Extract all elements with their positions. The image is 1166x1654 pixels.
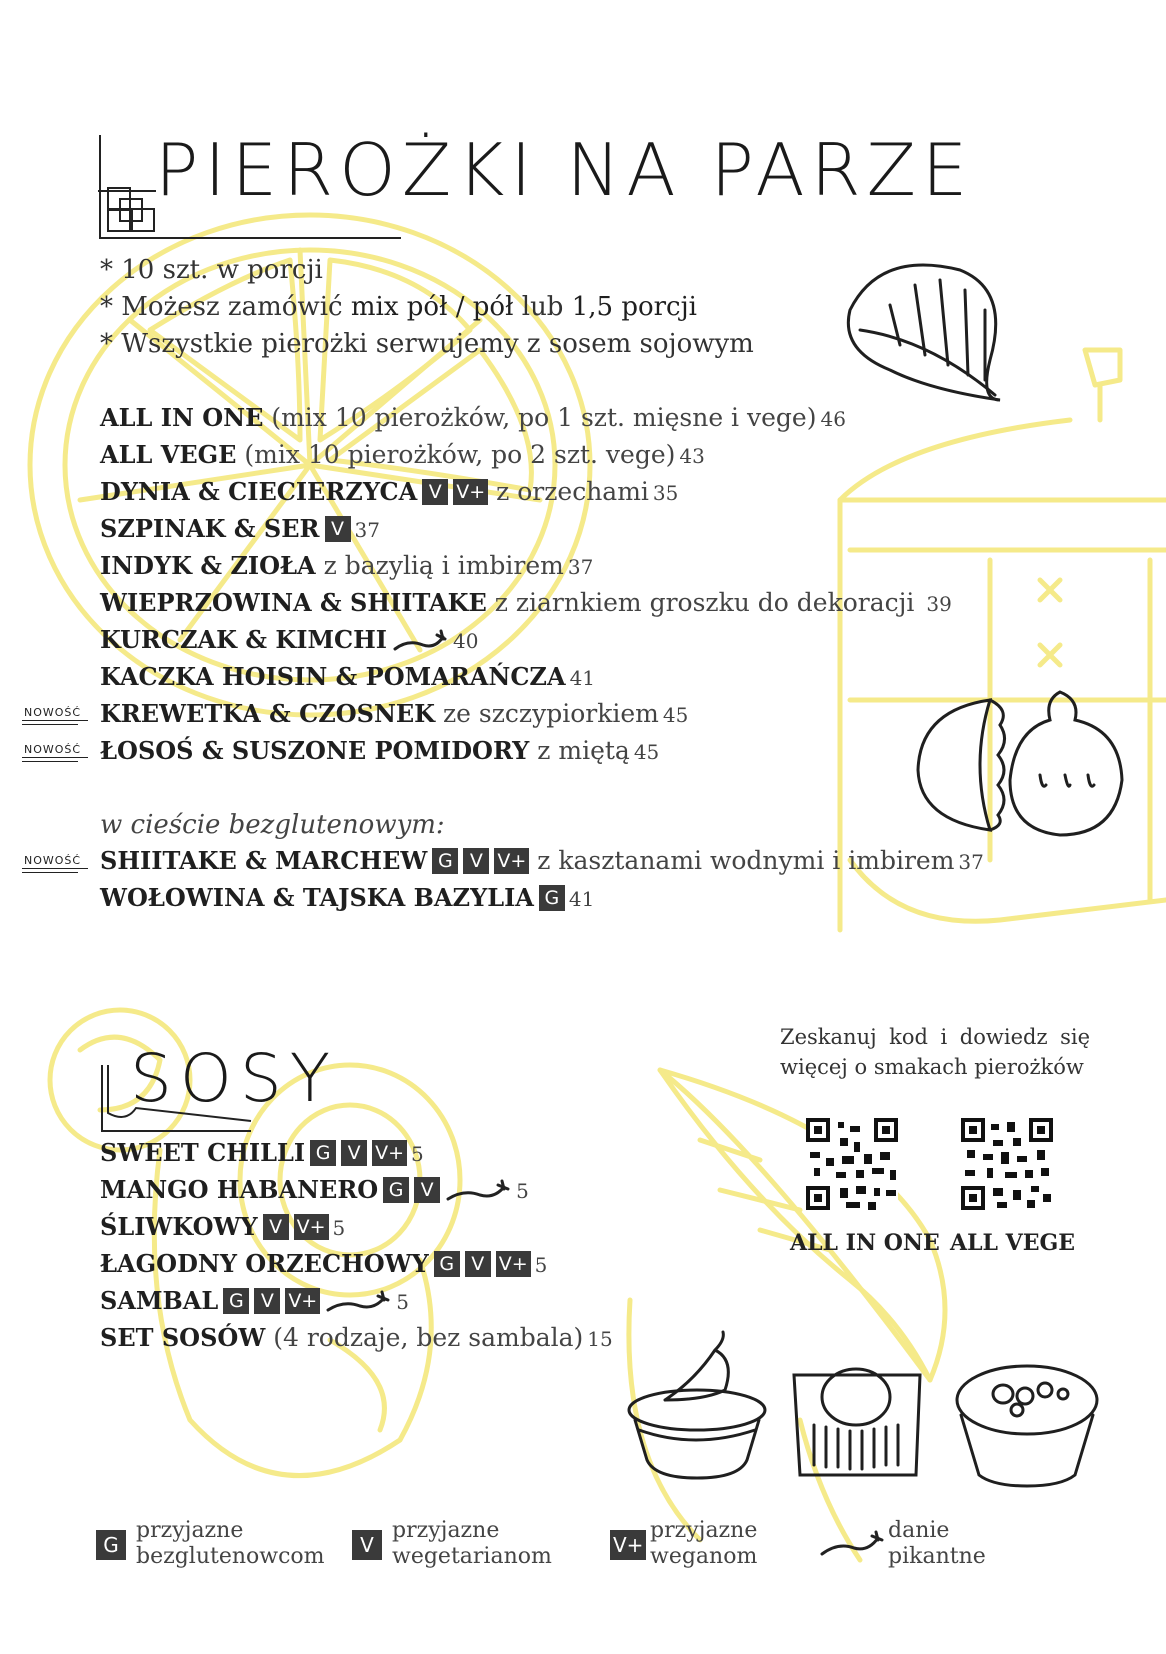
vegetarian-badge: V [465,1251,491,1277]
chili-icon [446,1179,512,1205]
vegan-badge: V+ [494,848,529,874]
chili-icon [326,1290,392,1316]
vegetarian-badge: V [352,1530,382,1560]
note-portion: * 10 szt. w porcji [100,255,323,285]
vegetarian-badge: V [463,848,489,874]
scan-text: Zeskanuj kod i dowiedz się więcej o smakach pierożków [780,1025,1090,1079]
sauce-item: SAMBAL G V V+ 5 [100,1286,409,1315]
menu-item: KACZKA HOISIN & POMARAŃCZA 41 [100,662,596,691]
vegetarian-badge: V [414,1177,440,1203]
qr-code-all-vege[interactable] [961,1118,1053,1210]
menu-item: WOŁOWINA & TAJSKA BAZYLIA G 41 [100,883,595,912]
sauce-item: ŁAGODNY ORZECHOWY G V V+ 5 [100,1249,548,1278]
gluten-free-badge: G [434,1251,460,1277]
gluten-free-heading: w cieście bezglutenowym: [100,810,445,840]
qr-label-all-in-one: ALL IN ONE [790,1230,940,1256]
vegan-badge: V+ [610,1530,646,1560]
leaf-icon [840,250,1015,410]
menu-item: INDYK & ZIOŁA z bazylią i imbirem 37 [100,551,594,580]
menu-item: ALL IN ONE (mix 10 pierożków, po 1 szt. mięsne i vege) 46 [100,403,846,432]
menu-item: WIEPRZOWINA & SHIITAKE z ziarnkiem groszku do dekoracji 39 [100,588,952,617]
note-mix: * Możesz zamówić mix pół / pół lub 1,5 porcji [100,292,697,322]
gluten-free-badge: G [223,1288,249,1314]
new-badge: NOWOŚĆ [22,846,88,876]
menu-item: DYNIA & CIECIERZYCA V V+ z orzechami 35 [100,477,679,506]
sauce-item: SWEET CHILLI G V V+ 5 [100,1138,424,1167]
sauce-item: SET SOSÓW (4 rodzaje, bez sambala) 15 [100,1323,613,1352]
new-badge: NOWOŚĆ [22,698,88,728]
menu-item: ALL VEGE (mix 10 pierożków, po 2 szt. vege) 43 [100,440,705,469]
menu-item: ŁOSOŚ & SUSZONE POMIDORY z miętą 45 [100,736,660,765]
sauce-bowl-lemon-icon [790,1365,925,1485]
gluten-free-badge: G [310,1140,336,1166]
sauce-item: MANGO HABANERO G V 5 [100,1175,529,1204]
chili-icon [393,629,449,655]
gluten-free-badge: G [539,885,565,911]
vegan-badge: V+ [496,1251,531,1277]
sauce-item: ŚLIWKOWY V V+ 5 [100,1212,346,1241]
vegan-badge: V+ [372,1140,407,1166]
menu-item: SHIITAKE & MARCHEW G V V+ z kasztanami wodnymi i imbirem 37 [100,846,984,875]
gluten-free-badge: G [96,1530,126,1560]
vegetarian-badge: V [422,479,448,505]
sauces-title: SOSY [130,1040,339,1117]
menu-item: KREWETKA & CZOSNEK ze szczypiorkiem 45 [100,699,689,728]
qr-label-all-vege: ALL VEGE [950,1230,1076,1256]
dumplings-icon [910,690,1140,840]
qr-code-all-in-one[interactable] [806,1118,898,1210]
vegetarian-badge: V [341,1140,367,1166]
vegetarian-badge: V [325,516,351,542]
vegetarian-badge: V [263,1214,289,1240]
page-title: PIEROŻKI NA PARZE [155,128,974,212]
vegetarian-badge: V [254,1288,280,1314]
note-soy-sauce: * Wszystkie pierożki serwujemy z sosem sojowym [100,329,754,359]
vegan-badge: V+ [294,1214,329,1240]
sauce-bowl-chili-icon [625,1330,775,1485]
menu-item: KURCZAK & KIMCHI 40 [100,625,479,654]
new-badge: NOWOŚĆ [22,735,88,765]
gluten-free-badge: G [383,1177,409,1203]
gluten-free-badge: G [432,848,458,874]
chili-icon [820,1530,884,1560]
sauce-bowl-seeds-icon [953,1360,1103,1490]
vegan-badge: V+ [285,1288,320,1314]
menu-item: SZPINAK & SER V 37 [100,514,380,543]
vegan-badge: V+ [453,479,488,505]
